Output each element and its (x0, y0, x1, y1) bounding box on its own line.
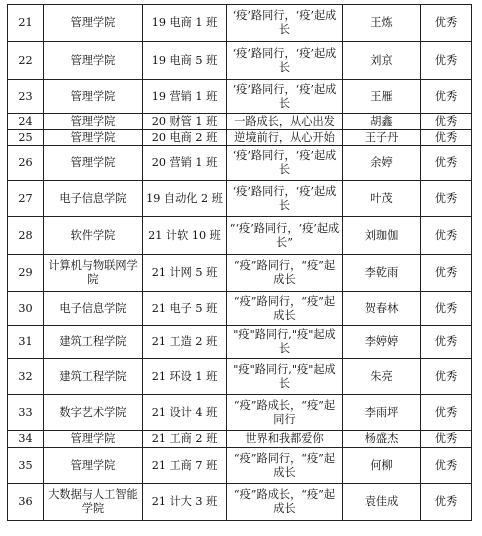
row-number: 32 (8, 359, 44, 395)
college-cell: 建筑工程学院 (44, 359, 143, 395)
work-title-cell: “疫”路成长，“疫”起成长 (227, 484, 343, 521)
row-number: 33 (8, 395, 44, 431)
row-number: 31 (8, 326, 44, 359)
college-cell: 电子信息学院 (44, 292, 143, 326)
class-cell: 21 工商 7 班 (143, 448, 227, 484)
row-number: 27 (8, 181, 44, 217)
student-name-cell: 王子丹 (343, 130, 421, 146)
class-cell: 19 营销 1 班 (143, 80, 227, 114)
award-cell: 优秀 (421, 80, 472, 114)
work-title-cell: "疫"路同行,"疫"起成长 (227, 359, 343, 395)
table-row (8, 292, 472, 326)
work-title-cell: ‘疫’路同行，‘疫’起成长 (227, 80, 343, 114)
college-cell: 管理学院 (44, 80, 143, 114)
work-title-cell: 一路成长，从心出发 (227, 114, 343, 130)
row-number: 25 (8, 130, 44, 146)
college-cell: 管理学院 (44, 146, 143, 181)
student-name-cell: 李婷婷 (343, 326, 421, 359)
award-cell: 优秀 (421, 255, 472, 292)
student-name-cell: 朱亮 (343, 359, 421, 395)
college-cell: 大数据与人工智能学院 (44, 484, 143, 521)
student-name-cell: 王雁 (343, 80, 421, 114)
table-row (8, 431, 472, 448)
award-table (7, 4, 472, 521)
class-cell: 19 电商 5 班 (143, 42, 227, 80)
student-name-cell: 杨盛杰 (343, 431, 421, 448)
table-body (8, 5, 472, 521)
student-name-cell: 叶茂 (343, 181, 421, 217)
row-number: 36 (8, 484, 44, 521)
college-cell: 管理学院 (44, 431, 143, 448)
student-name-cell: 袁佳成 (343, 484, 421, 521)
college-cell: 计算机与物联网学院 (44, 255, 143, 292)
work-title-cell: “疫”路同行，“疫”起成长 (227, 448, 343, 484)
row-number: 34 (8, 431, 44, 448)
row-number: 30 (8, 292, 44, 326)
award-cell: 优秀 (421, 484, 472, 521)
work-title-cell: ‘疫’路同行，‘疫’起成长 (227, 5, 343, 42)
class-cell: 21 环设 1 班 (143, 359, 227, 395)
college-cell: 管理学院 (44, 42, 143, 80)
student-name-cell: 何柳 (343, 448, 421, 484)
award-cell: 优秀 (421, 42, 472, 80)
student-name-cell: 余婷 (343, 146, 421, 181)
award-cell: 优秀 (421, 130, 472, 146)
award-cell: 优秀 (421, 431, 472, 448)
student-name-cell: 刘珈伽 (343, 217, 421, 255)
row-number: 29 (8, 255, 44, 292)
class-cell: 19 自动化 2 班 (143, 181, 227, 217)
work-title-cell: “疫”路同行，“疫”起成长 (227, 292, 343, 326)
work-title-cell: “疫”路成长，“疫”起同行 (227, 395, 343, 431)
table-row (8, 326, 472, 359)
student-name-cell: 刘京 (343, 42, 421, 80)
table-row (8, 181, 472, 217)
work-title-cell: ‘疫’路同行，‘疫’起成长 (227, 42, 343, 80)
student-name-cell: 王炼 (343, 5, 421, 42)
table-row (8, 217, 472, 255)
class-cell: 21 电子 5 班 (143, 292, 227, 326)
work-title-cell: ‘疫’路同行，‘疫’起成长 (227, 181, 343, 217)
college-cell: 数字艺术学院 (44, 395, 143, 431)
student-name-cell: 李雨坪 (343, 395, 421, 431)
award-cell: 优秀 (421, 448, 472, 484)
row-number: 21 (8, 5, 44, 42)
class-cell: 21 计大 3 班 (143, 484, 227, 521)
college-cell: 建筑工程学院 (44, 326, 143, 359)
college-cell: 软件学院 (44, 217, 143, 255)
work-title-cell: ‘疫’路同行，‘疫’起成长 (227, 146, 343, 181)
work-title-cell: "疫"路同行,"疫"起成长 (227, 326, 343, 359)
table-row (8, 448, 472, 484)
table-row (8, 5, 472, 42)
class-cell: 19 电商 1 班 (143, 5, 227, 42)
award-cell: 优秀 (421, 359, 472, 395)
class-cell: 21 计网 5 班 (143, 255, 227, 292)
award-cell: 优秀 (421, 5, 472, 42)
row-number: 28 (8, 217, 44, 255)
table-row (8, 359, 472, 395)
college-cell: 电子信息学院 (44, 181, 143, 217)
student-name-cell: 李乾雨 (343, 255, 421, 292)
row-number: 23 (8, 80, 44, 114)
table-row (8, 146, 472, 181)
student-name-cell: 胡鑫 (343, 114, 421, 130)
row-number: 24 (8, 114, 44, 130)
class-cell: 21 计软 10 班 (143, 217, 227, 255)
table-row (8, 80, 472, 114)
table-row (8, 130, 472, 146)
work-title-cell: “疫”路同行，“疫”起成长 (227, 255, 343, 292)
table-row (8, 42, 472, 80)
table-row (8, 255, 472, 292)
award-cell: 优秀 (421, 326, 472, 359)
class-cell: 21 工商 2 班 (143, 431, 227, 448)
college-cell: 管理学院 (44, 130, 143, 146)
work-title-cell: 逆境前行，从心开始 (227, 130, 343, 146)
college-cell: 管理学院 (44, 448, 143, 484)
award-cell: 优秀 (421, 395, 472, 431)
table-row (8, 114, 472, 130)
work-title-cell: 世界和我都爱你 (227, 431, 343, 448)
award-cell: 优秀 (421, 217, 472, 255)
class-cell: 21 工造 2 班 (143, 326, 227, 359)
award-cell: 优秀 (421, 292, 472, 326)
work-title-cell: “‘疫’路同行，‘疫’起成长” (227, 217, 343, 255)
class-cell: 20 财管 1 班 (143, 114, 227, 130)
award-cell: 优秀 (421, 146, 472, 181)
student-name-cell: 贺春林 (343, 292, 421, 326)
college-cell: 管理学院 (44, 114, 143, 130)
award-cell: 优秀 (421, 181, 472, 217)
row-number: 26 (8, 146, 44, 181)
row-number: 35 (8, 448, 44, 484)
row-number: 22 (8, 42, 44, 80)
college-cell: 管理学院 (44, 5, 143, 42)
class-cell: 20 电商 2 班 (143, 130, 227, 146)
class-cell: 20 营销 1 班 (143, 146, 227, 181)
table-row (8, 484, 472, 521)
award-cell: 优秀 (421, 114, 472, 130)
table-row (8, 395, 472, 431)
class-cell: 21 设计 4 班 (143, 395, 227, 431)
